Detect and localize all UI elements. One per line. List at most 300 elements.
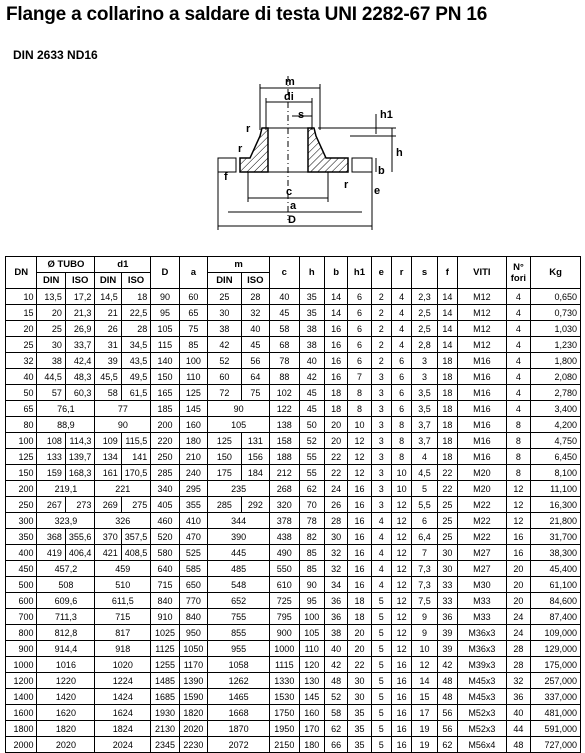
cell-e: 3: [371, 417, 391, 433]
cell-h: 95: [299, 593, 324, 609]
cell-s: 19: [412, 721, 437, 737]
cell-tubo-iso: 26,9: [65, 321, 94, 337]
cell-tubo-din: 914,4: [37, 641, 95, 657]
cell-kg: 4,200: [531, 417, 581, 433]
cell-r: 6: [391, 385, 411, 401]
cell-f: 14: [437, 321, 457, 337]
cell-viti: M20: [457, 481, 506, 497]
cell-h1: 8: [348, 385, 371, 401]
cell-kg: 1,030: [531, 321, 581, 337]
cell-h1: 30: [348, 673, 371, 689]
subheader-tubo-iso: ISO: [65, 273, 94, 289]
cell-r: 12: [391, 513, 411, 529]
cell-a: 110: [179, 369, 207, 385]
cell-f: 56: [437, 721, 457, 737]
cell-a: 1820: [179, 705, 207, 721]
cell-d1-din: 1624: [95, 705, 151, 721]
header-s: s: [412, 257, 437, 289]
cell-viti: M33: [457, 593, 506, 609]
cell-m-iso: 184: [241, 465, 269, 481]
cell-c: 58: [270, 321, 299, 337]
cell-tubo-din: 1016: [37, 657, 95, 673]
cell-h: 85: [299, 561, 324, 577]
cell-a: 210: [179, 449, 207, 465]
cell-h1: 16: [348, 497, 371, 513]
cell-d1-iso: 43,5: [121, 353, 150, 369]
cell-h: 35: [299, 305, 324, 321]
cell-nfori: 40: [506, 705, 530, 721]
cell-D: 140: [151, 353, 179, 369]
cell-D: 220: [151, 433, 179, 449]
cell-dn: 600: [6, 593, 37, 609]
cell-f: 14: [437, 337, 457, 353]
cell-tubo-iso: 355,6: [65, 529, 94, 545]
cell-a: 650: [179, 577, 207, 593]
cell-f: 56: [437, 705, 457, 721]
cell-m-din: 125: [208, 433, 242, 449]
cell-s: 3,5: [412, 385, 437, 401]
cell-tubo-din: 108: [37, 433, 65, 449]
table-row: [6, 689, 581, 705]
cell-D: 405: [151, 497, 179, 513]
cell-h1: 6: [348, 321, 371, 337]
cell-e: 5: [371, 673, 391, 689]
cell-h: 45: [299, 385, 324, 401]
cell-h: 160: [299, 705, 324, 721]
cell-d1-din: 26: [95, 321, 121, 337]
cell-b: 58: [324, 705, 347, 721]
cell-s: 19: [412, 737, 437, 753]
cell-e: 4: [371, 577, 391, 593]
cell-d1-din: 39: [95, 353, 121, 369]
cell-f: 39: [437, 625, 457, 641]
cell-nfori: 36: [506, 689, 530, 705]
cell-s: 2,5: [412, 321, 437, 337]
cell-b: 62: [324, 721, 347, 737]
cell-a: 525: [179, 545, 207, 561]
cell-b: 30: [324, 529, 347, 545]
cell-nfori: 24: [506, 609, 530, 625]
cell-f: 30: [437, 561, 457, 577]
cell-m-din: 344: [208, 513, 270, 529]
cell-r: 12: [391, 593, 411, 609]
cell-h: 55: [299, 465, 324, 481]
cell-r: 12: [391, 561, 411, 577]
cell-m-iso: 56: [241, 353, 269, 369]
cell-dn: 10: [6, 289, 37, 305]
cell-s: 3,7: [412, 433, 437, 449]
cell-dn: 1000: [6, 657, 37, 673]
cell-h1: 20: [348, 641, 371, 657]
cell-d1-iso: 22,5: [121, 305, 150, 321]
header-nfori: N° fori: [506, 257, 530, 289]
cell-c: 68: [270, 337, 299, 353]
cell-a: 410: [179, 513, 207, 529]
cell-m-iso: 32: [241, 305, 269, 321]
cell-tubo-din: 267: [37, 497, 65, 513]
cell-nfori: 20: [506, 561, 530, 577]
cell-kg: 175,000: [531, 657, 581, 673]
cell-d1-din: 58: [95, 385, 121, 401]
cell-r: 12: [391, 545, 411, 561]
cell-d1-iso: 141: [121, 449, 150, 465]
table-row: [6, 433, 581, 449]
cell-a: 160: [179, 417, 207, 433]
cell-d1-din: 918: [95, 641, 151, 657]
header-D: D: [151, 257, 179, 289]
cell-m-din: 175: [208, 465, 242, 481]
cell-kg: 3,400: [531, 401, 581, 417]
cell-nfori: 4: [506, 337, 530, 353]
cell-a: 1170: [179, 657, 207, 673]
cell-b: 38: [324, 625, 347, 641]
cell-tubo-iso: 273: [65, 497, 94, 513]
cell-nfori: 4: [506, 353, 530, 369]
cell-kg: 8,100: [531, 465, 581, 481]
cell-kg: 6,450: [531, 449, 581, 465]
cell-D: 95: [151, 305, 179, 321]
cell-tubo-din: 133: [37, 449, 65, 465]
label-e: e: [374, 185, 381, 197]
cell-r: 12: [391, 577, 411, 593]
cell-m-din: 390: [208, 529, 270, 545]
cell-e: 3: [371, 385, 391, 401]
cell-h1: 16: [348, 529, 371, 545]
cell-m-din: 150: [208, 449, 242, 465]
cell-dn: 700: [6, 609, 37, 625]
cell-dn: 1800: [6, 721, 37, 737]
cell-dn: 1200: [6, 673, 37, 689]
table-row: [6, 449, 581, 465]
cell-tubo-din: 38: [37, 353, 65, 369]
cell-viti: M56x4: [457, 737, 506, 753]
cell-f: 18: [437, 369, 457, 385]
cell-d1-din: 370: [95, 529, 121, 545]
cell-a: 585: [179, 561, 207, 577]
cell-h: 82: [299, 529, 324, 545]
cell-c: 795: [270, 609, 299, 625]
flange-cross-section-diagram: [200, 70, 420, 240]
cell-tubo-din: 159: [37, 465, 65, 481]
cell-m-iso: 131: [241, 433, 269, 449]
cell-e: 5: [371, 593, 391, 609]
cell-dn: 50: [6, 385, 37, 401]
cell-s: 3: [412, 353, 437, 369]
cell-h1: 18: [348, 609, 371, 625]
cell-r: 16: [391, 673, 411, 689]
cell-D: 90: [151, 289, 179, 305]
cell-b: 16: [324, 321, 347, 337]
cell-a: 75: [179, 321, 207, 337]
cell-m-din: 1058: [208, 657, 270, 673]
cell-d1-din: 134: [95, 449, 121, 465]
cell-dn: 500: [6, 577, 37, 593]
cell-dn: 2000: [6, 737, 37, 753]
subheader-d1-din: DIN: [95, 273, 121, 289]
cell-kg: 38,300: [531, 545, 581, 561]
cell-viti: M16: [457, 369, 506, 385]
cell-a: 65: [179, 305, 207, 321]
cell-r: 16: [391, 657, 411, 673]
header-h1: h1: [348, 257, 371, 289]
cell-tubo-din: 419: [37, 545, 65, 561]
label-m: m: [285, 76, 295, 88]
cell-d1-din: 715: [95, 609, 151, 625]
cell-b: 24: [324, 481, 347, 497]
cell-a: 60: [179, 289, 207, 305]
cell-d1-din: 1824: [95, 721, 151, 737]
cell-tubo-din: 25: [37, 321, 65, 337]
cell-h: 70: [299, 497, 324, 513]
cell-dn: 32: [6, 353, 37, 369]
cell-D: 1025: [151, 625, 179, 641]
cell-nfori: 8: [506, 465, 530, 481]
cell-m-din: 25: [208, 289, 242, 305]
cell-r: 10: [391, 481, 411, 497]
cell-h1: 12: [348, 449, 371, 465]
table-row: [6, 673, 581, 689]
cell-m-din: 72: [208, 385, 242, 401]
cell-d1-iso: 357,5: [121, 529, 150, 545]
cell-tubo-din: 20: [37, 305, 65, 321]
cell-c: 320: [270, 497, 299, 513]
table-body: [6, 289, 581, 753]
cell-h: 130: [299, 673, 324, 689]
cell-s: 5: [412, 481, 437, 497]
cell-d1-din: 2024: [95, 737, 151, 753]
cell-e: 4: [371, 529, 391, 545]
cell-m-din: 955: [208, 641, 270, 657]
cell-h: 120: [299, 657, 324, 673]
cell-m-din: 2072: [208, 737, 270, 753]
cell-tubo-din: 1220: [37, 673, 95, 689]
cell-h: 85: [299, 545, 324, 561]
cell-h1: 6: [348, 289, 371, 305]
cell-c: 88: [270, 369, 299, 385]
cell-tubo-din: 1420: [37, 689, 95, 705]
cell-dn: 250: [6, 497, 37, 513]
cell-f: 22: [437, 465, 457, 481]
cell-viti: M16: [457, 417, 506, 433]
label-a: a: [290, 200, 297, 212]
cell-r: 10: [391, 465, 411, 481]
cell-viti: M16: [457, 449, 506, 465]
cell-d1-din: 1224: [95, 673, 151, 689]
cell-h1: 6: [348, 305, 371, 321]
cell-dn: 300: [6, 513, 37, 529]
cell-kg: 2,080: [531, 369, 581, 385]
cell-c: 122: [270, 401, 299, 417]
cell-b: 32: [324, 545, 347, 561]
cell-tubo-din: 812,8: [37, 625, 95, 641]
cell-nfori: 4: [506, 305, 530, 321]
cell-nfori: 12: [506, 497, 530, 513]
cell-r: 16: [391, 721, 411, 737]
cell-dn: 65: [6, 401, 37, 417]
cell-f: 33: [437, 577, 457, 593]
cell-kg: 2,780: [531, 385, 581, 401]
cell-f: 48: [437, 689, 457, 705]
table-row: [6, 289, 581, 305]
cell-nfori: 4: [506, 369, 530, 385]
cell-D: 1125: [151, 641, 179, 657]
cell-viti: M52x3: [457, 705, 506, 721]
cell-d1-din: 77: [95, 401, 151, 417]
cell-h: 100: [299, 609, 324, 625]
cell-s: 2,3: [412, 289, 437, 305]
cell-d1-iso: 170,5: [121, 465, 150, 481]
table-row: [6, 465, 581, 481]
cell-tubo-iso: 168,3: [65, 465, 94, 481]
header-viti: VITI: [457, 257, 506, 289]
cell-c: 610: [270, 577, 299, 593]
cell-c: 550: [270, 561, 299, 577]
cell-e: 5: [371, 657, 391, 673]
header-e: e: [371, 257, 391, 289]
cell-viti: M27: [457, 545, 506, 561]
cell-s: 5,5: [412, 497, 437, 513]
cell-s: 7: [412, 545, 437, 561]
cell-e: 5: [371, 705, 391, 721]
cell-r: 12: [391, 625, 411, 641]
cell-nfori: 32: [506, 673, 530, 689]
flange-spec-table: [5, 256, 581, 753]
cell-m-iso: 156: [241, 449, 269, 465]
cell-b: 36: [324, 609, 347, 625]
cell-nfori: 12: [506, 513, 530, 529]
cell-d1-din: 161: [95, 465, 121, 481]
cell-r: 12: [391, 641, 411, 657]
header-m: m: [208, 257, 270, 273]
cell-nfori: 48: [506, 737, 530, 753]
subheader-m-din: DIN: [208, 273, 242, 289]
cell-D: 840: [151, 593, 179, 609]
cell-viti: M16: [457, 433, 506, 449]
cell-s: 9: [412, 625, 437, 641]
cell-tubo-iso: 139,7: [65, 449, 94, 465]
label-r-bot: r: [344, 179, 349, 191]
cell-kg: 1,800: [531, 353, 581, 369]
cell-b: 16: [324, 369, 347, 385]
cell-nfori: 4: [506, 321, 530, 337]
cell-viti: M36x3: [457, 625, 506, 641]
cell-f: 36: [437, 609, 457, 625]
cell-c: 212: [270, 465, 299, 481]
cell-d1-din: 31: [95, 337, 121, 353]
cell-a: 85: [179, 337, 207, 353]
cell-h: 38: [299, 337, 324, 353]
header-dn: DN: [6, 257, 37, 289]
subheader-m-iso: ISO: [241, 273, 269, 289]
cell-h1: 20: [348, 625, 371, 641]
cell-e: 2: [371, 305, 391, 321]
table-row: [6, 561, 581, 577]
table-row: [6, 545, 581, 561]
cell-dn: 1600: [6, 705, 37, 721]
cell-f: 33: [437, 593, 457, 609]
cell-h: 78: [299, 513, 324, 529]
cell-dn: 15: [6, 305, 37, 321]
cell-c: 45: [270, 305, 299, 321]
cell-a: 470: [179, 529, 207, 545]
cell-m-din: 105: [208, 417, 270, 433]
cell-D: 1255: [151, 657, 179, 673]
cell-e: 5: [371, 721, 391, 737]
cell-b: 28: [324, 513, 347, 529]
table-row: [6, 705, 581, 721]
cell-nfori: 28: [506, 641, 530, 657]
cell-D: 640: [151, 561, 179, 577]
cell-viti: M20: [457, 465, 506, 481]
cell-c: 490: [270, 545, 299, 561]
cell-h1: 8: [348, 401, 371, 417]
cell-a: 240: [179, 465, 207, 481]
cell-tubo-iso: 21,3: [65, 305, 94, 321]
cell-s: 9: [412, 609, 437, 625]
cell-nfori: 4: [506, 385, 530, 401]
cell-kg: 21,800: [531, 513, 581, 529]
cell-a: 2020: [179, 721, 207, 737]
cell-b: 48: [324, 673, 347, 689]
cell-b: 40: [324, 641, 347, 657]
cell-tubo-iso: 48,3: [65, 369, 94, 385]
cell-b: 36: [324, 593, 347, 609]
cell-nfori: 4: [506, 289, 530, 305]
cell-d1-iso: 28: [121, 321, 150, 337]
label-h1: h1: [380, 109, 393, 121]
cell-D: 1930: [151, 705, 179, 721]
cell-d1-din: 421: [95, 545, 121, 561]
page-subtitle: DIN 2633 ND16: [13, 48, 98, 62]
cell-r: 6: [391, 353, 411, 369]
cell-s: 4,5: [412, 465, 437, 481]
cell-viti: M52x3: [457, 721, 506, 737]
cell-a: 180: [179, 433, 207, 449]
cell-kg: 727,000: [531, 737, 581, 753]
cell-D: 165: [151, 385, 179, 401]
cell-D: 185: [151, 401, 179, 417]
cell-c: 725: [270, 593, 299, 609]
cell-d1-iso: 34,5: [121, 337, 150, 353]
cell-h1: 35: [348, 721, 371, 737]
table-row: [6, 353, 581, 369]
cell-b: 14: [324, 305, 347, 321]
header-kg: Kg: [531, 257, 581, 289]
cell-b: 16: [324, 337, 347, 353]
cell-kg: 16,300: [531, 497, 581, 513]
cell-a: 100: [179, 353, 207, 369]
cell-nfori: 8: [506, 417, 530, 433]
cell-f: 22: [437, 481, 457, 497]
cell-d1-din: 109: [95, 433, 121, 449]
label-b: b: [378, 165, 385, 177]
cell-s: 6: [412, 513, 437, 529]
cell-c: 78: [270, 353, 299, 369]
cell-D: 250: [151, 449, 179, 465]
cell-h: 52: [299, 433, 324, 449]
cell-s: 4: [412, 449, 437, 465]
cell-h1: 22: [348, 657, 371, 673]
cell-f: 14: [437, 289, 457, 305]
cell-b: 22: [324, 465, 347, 481]
header-r: r: [391, 257, 411, 289]
cell-tubo-iso: 17,2: [65, 289, 94, 305]
cell-f: 18: [437, 401, 457, 417]
table-row: [6, 305, 581, 321]
label-s: s: [298, 109, 305, 121]
cell-c: 40: [270, 289, 299, 305]
cell-viti: M12: [457, 305, 506, 321]
